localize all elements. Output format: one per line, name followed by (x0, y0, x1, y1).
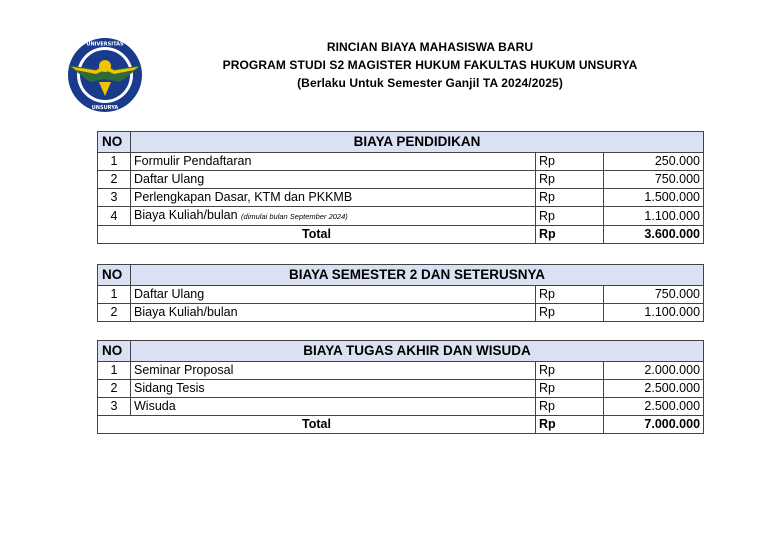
logo-bottom-text: UNSURYA (91, 105, 119, 111)
table-row (98, 171, 704, 189)
total-label: Total (98, 226, 536, 244)
header-line-2: PROGRAM STUDI S2 MAGISTER HUKUM FAKULTAS HUKUM UNSURYA (222, 58, 638, 72)
fee-table-semester-2 (97, 264, 704, 322)
table-title: BIAYA TUGAS AKHIR DAN WISUDA (131, 341, 704, 362)
document-header (180, 38, 680, 92)
table-header (98, 265, 704, 286)
table-title: BIAYA PENDIDIKAN (131, 132, 704, 153)
header-line-1: RINCIAN BIAYA MAHASISWA BARU (326, 40, 534, 54)
row-number: 1 (98, 286, 131, 304)
row-number: 2 (98, 304, 131, 322)
row-item: Daftar Ulang (131, 286, 536, 304)
total-currency: Rp (536, 226, 604, 244)
row-item-note: (dimulai bulan September 2024) (241, 212, 348, 221)
row-amount: 1.500.000 (604, 189, 704, 207)
no-column-header: NO (98, 132, 131, 153)
table-header (98, 341, 704, 362)
row-number: 2 (98, 380, 131, 398)
row-currency: Rp (536, 171, 604, 189)
row-currency: Rp (536, 398, 604, 416)
logo-top-text: UNIVERSITAS (86, 41, 124, 48)
row-item (131, 207, 536, 226)
eagle-emblem-icon (66, 36, 144, 114)
row-number: 1 (98, 153, 131, 171)
total-row (98, 416, 704, 434)
row-number: 2 (98, 171, 131, 189)
total-amount: 7.000.000 (604, 416, 704, 434)
header-line-3: (Berlaku Untuk Semester Ganjil TA 2024/2025) (297, 76, 563, 90)
row-currency: Rp (536, 207, 604, 226)
row-currency: Rp (536, 153, 604, 171)
table-row (98, 362, 704, 380)
row-currency: Rp (536, 380, 604, 398)
table-row (98, 189, 704, 207)
row-currency: Rp (536, 362, 604, 380)
no-column-header: NO (98, 341, 131, 362)
university-logo (66, 36, 144, 114)
row-currency: Rp (536, 304, 604, 322)
row-amount: 1.100.000 (604, 304, 704, 322)
total-currency: Rp (536, 416, 604, 434)
row-number: 3 (98, 189, 131, 207)
row-item: Daftar Ulang (131, 171, 536, 189)
table-title: BIAYA SEMESTER 2 DAN SETERUSNYA (131, 265, 704, 286)
table-row (98, 380, 704, 398)
row-number: 1 (98, 362, 131, 380)
total-row (98, 226, 704, 244)
table-header (98, 132, 704, 153)
row-amount: 2.000.000 (604, 362, 704, 380)
table-row (98, 304, 704, 322)
table-row (98, 207, 704, 226)
row-amount: 250.000 (604, 153, 704, 171)
table-row (98, 398, 704, 416)
row-item: Formulir Pendaftaran (131, 153, 536, 171)
row-item: Biaya Kuliah/bulan (131, 304, 536, 322)
row-amount: 1.100.000 (604, 207, 704, 226)
table-row (98, 153, 704, 171)
row-amount: 750.000 (604, 171, 704, 189)
total-amount: 3.600.000 (604, 226, 704, 244)
row-amount: 750.000 (604, 286, 704, 304)
row-amount: 2.500.000 (604, 398, 704, 416)
fee-table-pendidikan (97, 131, 704, 244)
row-item: Sidang Tesis (131, 380, 536, 398)
total-label: Total (98, 416, 536, 434)
row-item: Perlengkapan Dasar, KTM dan PKKMB (131, 189, 536, 207)
row-item: Wisuda (131, 398, 536, 416)
row-item-label: Biaya Kuliah/bulan (134, 208, 238, 222)
row-currency: Rp (536, 189, 604, 207)
no-column-header: NO (98, 265, 131, 286)
row-currency: Rp (536, 286, 604, 304)
row-amount: 2.500.000 (604, 380, 704, 398)
row-number: 4 (98, 207, 131, 226)
row-item: Seminar Proposal (131, 362, 536, 380)
row-number: 3 (98, 398, 131, 416)
table-row (98, 286, 704, 304)
fee-table-tugas-akhir (97, 340, 704, 434)
